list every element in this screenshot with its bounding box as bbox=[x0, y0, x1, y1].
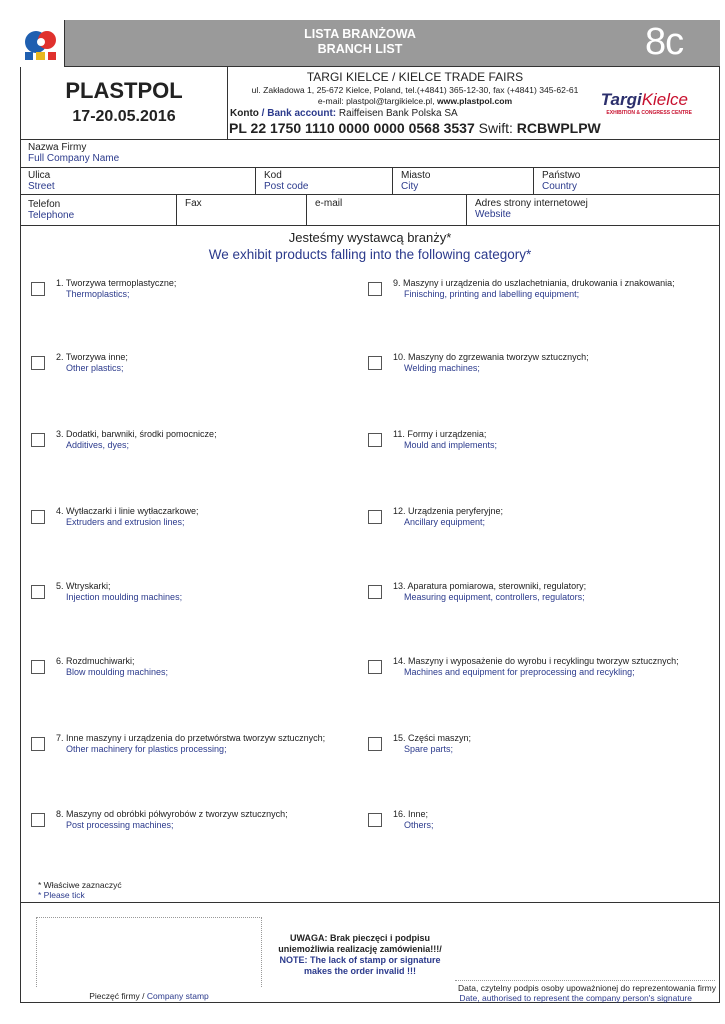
category-label-pl: 2. Tworzywa inne; bbox=[56, 352, 128, 362]
category-label-en: Injection moulding machines; bbox=[66, 592, 183, 602]
swift-code: RCBWPLPW bbox=[516, 120, 601, 136]
note-pl: * Właściwe zaznaczyć bbox=[38, 880, 122, 890]
category-label-en: Finisching, printing and labelling equipment; bbox=[404, 289, 580, 299]
organizer-name: TARGI KIELCE / KIELCE TRADE FAIRS bbox=[306, 70, 524, 84]
category-checkbox[interactable] bbox=[368, 510, 382, 524]
swift-label: Swift: bbox=[474, 120, 517, 136]
logo-subtext: EXHIBITION & CONGRESS CENTRE bbox=[606, 110, 692, 116]
address-row bbox=[20, 168, 720, 195]
category-checkbox[interactable] bbox=[31, 660, 45, 674]
category-label-en: Other plastics; bbox=[66, 363, 124, 373]
iban-number: PL 22 1750 1110 0000 0000 0568 3537 bbox=[229, 120, 475, 136]
category-label-en: Measuring equipment, controllers, regulators; bbox=[404, 592, 585, 602]
city-label-pl: Miasto bbox=[401, 170, 431, 181]
category-checkbox[interactable] bbox=[31, 282, 45, 296]
category-label-en: Extruders and extrusion lines; bbox=[66, 517, 185, 527]
stamp-label-sep: / bbox=[139, 991, 147, 1001]
category-label-pl: 10. Maszyny do zgrzewania tworzyw sztucznych; bbox=[393, 352, 589, 362]
phone-label-en: Telephone bbox=[28, 210, 75, 221]
country-label-pl: Państwo bbox=[542, 170, 581, 181]
category-label-en: Mould and implements; bbox=[404, 440, 498, 450]
logo-text-b: Kielce bbox=[641, 90, 688, 109]
fax-field[interactable] bbox=[176, 195, 306, 225]
company-name-row[interactable] bbox=[20, 140, 720, 168]
category-label-en: Machines and equipment for preprocessing and recykling; bbox=[404, 667, 635, 677]
note-en: * Please tick bbox=[38, 890, 85, 900]
category-label-pl: 7. Inne maszyny i urządzenia do przetwórstwa tworzyw sztucznych; bbox=[56, 733, 326, 743]
category-label-pl: 8. Maszyny od obróbki półwyrobów z tworzyw sztucznych; bbox=[56, 809, 288, 819]
section-code: 8c bbox=[645, 21, 684, 63]
list-title-pl: LISTA BRANŻOWA bbox=[304, 27, 416, 41]
country-field[interactable] bbox=[533, 168, 720, 194]
website-label-pl: Adres strony internetowej bbox=[475, 198, 588, 209]
category-label-pl: 1. Tworzywa termoplastyczne; bbox=[56, 278, 177, 288]
category-label-en: Others; bbox=[404, 820, 434, 830]
category-label-pl: 3. Dodatki, barwniki, środki pomocnicze; bbox=[56, 429, 217, 439]
category-label-en: Spare parts; bbox=[404, 744, 454, 754]
warning-en-line2: makes the order invalid !!! bbox=[303, 966, 417, 976]
category-checkbox[interactable] bbox=[368, 585, 382, 599]
email-label-field: e-mail bbox=[315, 198, 343, 209]
category-label-pl: 6. Rozdmuchiwarki; bbox=[56, 656, 135, 666]
stamp-label bbox=[20, 991, 278, 1001]
website-label-en: Website bbox=[475, 209, 511, 220]
company-name-label-pl: Nazwa Firmy bbox=[28, 142, 87, 153]
category-label-en: Blow moulding machines; bbox=[66, 667, 169, 677]
iban bbox=[229, 120, 601, 136]
warning-notice bbox=[255, 933, 465, 977]
company-name-label-en: Full Company Name bbox=[28, 153, 120, 164]
plastpol-logo bbox=[20, 20, 65, 67]
company-name-field[interactable] bbox=[20, 140, 720, 167]
bank-label-en: Bank account: bbox=[267, 108, 337, 119]
signature-line bbox=[455, 980, 715, 981]
category-checkbox[interactable] bbox=[31, 813, 45, 827]
category-label-pl: 14. Maszyny i wyposażenie do wyrobu i recyklingu tworzyw sztucznych; bbox=[393, 656, 679, 666]
street-field[interactable] bbox=[20, 168, 255, 194]
signature-label-en: Date, authorised to represent the company person's signature bbox=[459, 993, 692, 1003]
category-label-en: Thermoplastics; bbox=[66, 289, 130, 299]
intro-pl: Jesteśmy wystawcą branży* bbox=[288, 230, 452, 245]
category-checkbox[interactable] bbox=[368, 813, 382, 827]
warning-pl-line2: uniemożliwia realizację zamówienia!!!/ bbox=[278, 944, 442, 954]
list-title bbox=[230, 27, 490, 57]
postcode-field[interactable] bbox=[255, 168, 392, 194]
category-label-en: Ancillary equipment; bbox=[404, 517, 486, 527]
event-name: PLASTPOL bbox=[65, 78, 183, 103]
category-label-en: Post processing machines; bbox=[66, 820, 174, 830]
warning-en-line1: NOTE: The lack of stamp or signature bbox=[279, 955, 441, 965]
category-label-en: Other machinery for plastics processing; bbox=[66, 744, 227, 754]
targi-kielce-logo bbox=[598, 90, 718, 116]
stamp-label-en: Company stamp bbox=[146, 991, 209, 1001]
category-checkbox[interactable] bbox=[31, 510, 45, 524]
city-label-en: City bbox=[401, 181, 419, 192]
intro-en: We exhibit products falling into the following category* bbox=[208, 247, 532, 262]
street-label-en: Street bbox=[28, 181, 55, 192]
category-checkbox[interactable] bbox=[31, 585, 45, 599]
category-checkbox[interactable] bbox=[31, 433, 45, 447]
fax-label: Fax bbox=[185, 198, 202, 209]
category-label-pl: 13. Aparatura pomiarowa, sterowniki, regulatory; bbox=[393, 581, 587, 591]
email-label: e-mail: bbox=[317, 96, 347, 106]
category-label-pl: 12. Urządzenia peryferyjne; bbox=[393, 506, 504, 516]
bank-name: Raiffeisen Bank Polska SA bbox=[336, 108, 458, 119]
bank-account bbox=[230, 108, 458, 119]
contact-row bbox=[20, 195, 720, 226]
organizer-contact: e-mail: plastpol@targikielce.pl, www.plastpol.com bbox=[317, 96, 513, 106]
stamp-label-pl: Pieczęć firmy bbox=[89, 991, 140, 1001]
website-field[interactable] bbox=[466, 195, 720, 225]
category-checkbox[interactable] bbox=[368, 660, 382, 674]
category-checkbox[interactable] bbox=[31, 737, 45, 751]
postcode-label-pl: Kod bbox=[264, 170, 282, 181]
organizer-address: ul. Zakładowa 1, 25-672 Kielce, Poland, tel.(+4841) 365-12-30, fax (+4841) 345-62-61 bbox=[251, 85, 579, 95]
category-label-pl: 4. Wytłaczarki i linie wytłaczarkowe; bbox=[56, 506, 199, 516]
category-label-pl: 9. Maszyny i urządzenia do uszlachetniania, drukowania i znakowania; bbox=[393, 278, 675, 288]
postcode-label-en: Post code bbox=[264, 181, 309, 192]
phone-label-pl: Telefon bbox=[28, 199, 61, 210]
category-label-en: Welding machines; bbox=[404, 363, 480, 373]
category-label-en: Additives, dyes; bbox=[66, 440, 130, 450]
street-label-pl: Ulica bbox=[28, 170, 51, 181]
phone-field[interactable] bbox=[20, 195, 176, 225]
footer-divider bbox=[20, 902, 720, 903]
category-checkbox[interactable] bbox=[368, 433, 382, 447]
bank-separator: / bbox=[258, 108, 268, 119]
event-dates: 17-20.05.2016 bbox=[72, 108, 176, 125]
logo-text-a: Targi bbox=[600, 90, 642, 109]
organizer-email[interactable]: plastpol@targikielce.pl bbox=[346, 96, 433, 106]
category-checkbox[interactable] bbox=[368, 737, 382, 751]
category-checkbox[interactable] bbox=[368, 282, 382, 296]
category-label-pl: 15. Części maszyn; bbox=[393, 733, 472, 743]
signature-label-pl: Data, czytelny podpis osoby upoważnionej do reprezentowania firmy bbox=[458, 983, 716, 993]
category-label-pl: 11. Formy i urządzenia; bbox=[393, 429, 487, 439]
country-label-en: Country bbox=[542, 181, 578, 192]
category-label-pl: 16. Inne; bbox=[393, 809, 429, 819]
warning-pl-line1: UWAGA: Brak pieczęci i podpisu bbox=[289, 933, 431, 943]
bank-label-pl: Konto bbox=[230, 108, 259, 119]
email-field[interactable] bbox=[306, 195, 466, 225]
city-field[interactable] bbox=[392, 168, 533, 194]
category-label-pl: 5. Wtryskarki; bbox=[56, 581, 111, 591]
organizer-website[interactable]: www.plastpol.com bbox=[436, 96, 513, 106]
category-checkbox[interactable] bbox=[368, 356, 382, 370]
category-checkbox[interactable] bbox=[31, 356, 45, 370]
stamp-area bbox=[36, 917, 262, 987]
list-title-en: BRANCH LIST bbox=[317, 42, 403, 56]
